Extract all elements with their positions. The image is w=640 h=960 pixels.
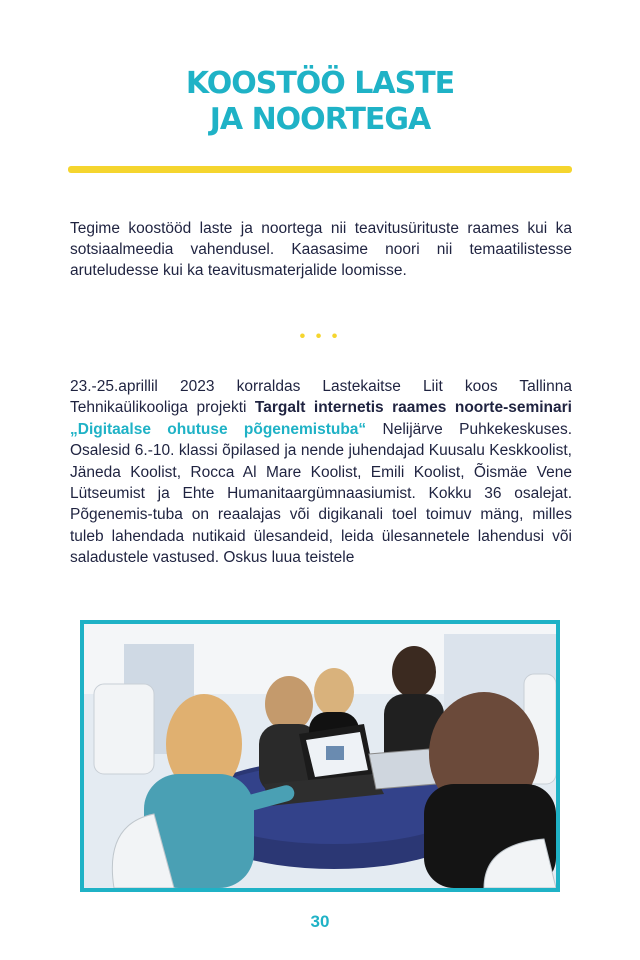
event-photo-illustration — [84, 624, 556, 888]
page-number: 30 — [310, 912, 330, 931]
intro-paragraph: Tegime koostööd laste ja noortega nii teavitusürituste raames kui ka sotsiaalmeedia vahendusel. Kaasasime noori nii temaatilistesse aruteludesse kui ka teavitusmaterjalide loomisse. — [70, 220, 572, 279]
body-text-part-2: Nelijärve Puhkekeskuses. Osalesid 6.-10. klassi õpilased ja nende juhendajad Kuusalu Keskkoolist, Jäneda Koolist, Rocca Al Mare Koolist, Emili Koolist, Õismäe Vene Lütseumist ja Ehte Humanitaargümnaasiumist. Kokku 36 osalejat. Põgenemis-tuba on reaalajas või digikanali toel toimuv mäng, milles tuleb lahendada nutikaid ülesandeid, leida ülesannetele lahendusi või saladustele vastused. Oskus luua teistele — [70, 420, 572, 567]
body-paragraph — [70, 376, 572, 569]
page-title-line-2: JA NOORTEGA — [209, 102, 431, 137]
title-underline — [68, 166, 572, 173]
section-separator: • • • — [299, 328, 341, 345]
event-photo — [80, 620, 560, 892]
event-name: „Digitaalse ohutuse põgenemistuba“ — [70, 420, 367, 438]
body-text-part-1: 23.-25.aprillil 2023 korraldas Lastekaitse Liit koos Tallinna Tehnikaülikooliga projekti — [70, 378, 572, 417]
page-title-line-1: KOOSTÖÖ LASTE — [185, 66, 455, 101]
project-name: Targalt internetis raames noorte-seminari — [254, 399, 572, 417]
page-title — [0, 66, 640, 138]
